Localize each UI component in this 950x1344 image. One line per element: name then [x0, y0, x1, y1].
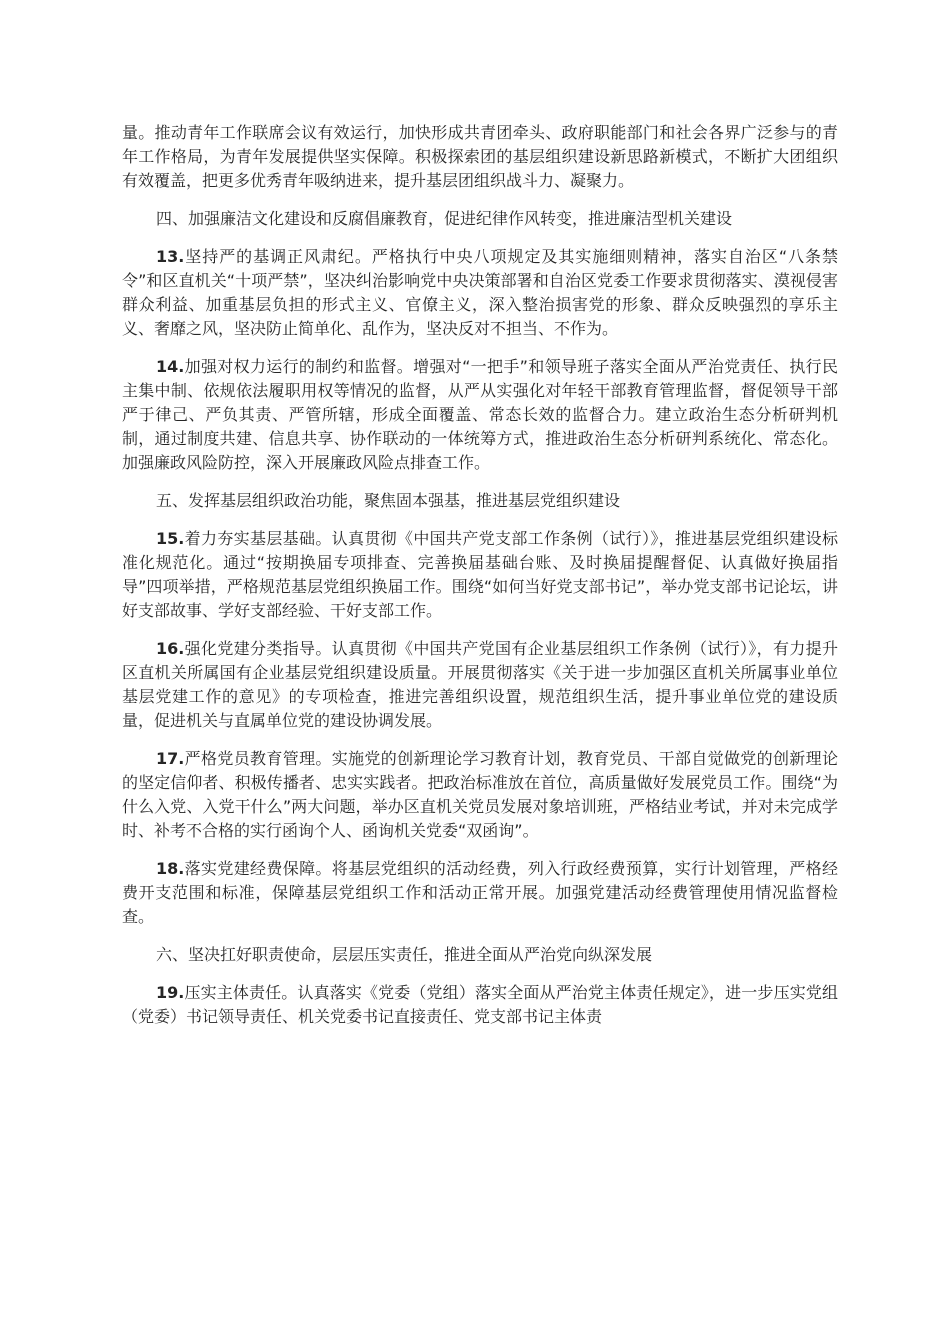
- section-heading-6: [122, 943, 838, 967]
- heading-text: 六、坚决扛好职责使命，层层压实责任，推进全面从严治党向纵深发展: [156, 945, 653, 964]
- item-text: 着力夯实基层基础。认真贯彻《中国共产党支部工作条例（试行）》，推进基层党组织建设标准化规范化。通过“按期换届专项排查、完善换届基础台账、及时换届提醒督促、认真做好换届指导”四项举措，严格规范基层党组织换届工作。围绕“如何当好党支部书记”，举办党支部书记论坛，讲好支部故事、学好支部经验、干好支部工作。: [122, 529, 838, 620]
- item-number: 19.: [156, 983, 185, 1002]
- item-number: 16.: [156, 639, 185, 658]
- item-number: 15.: [156, 529, 185, 548]
- paragraph-text: 量。推动青年工作联席会议有效运行，加快形成共青团牵头、政府职能部门和社会各界广泛参与的青年工作格局，为青年发展提供坚实保障。积极探索团的基层组织建设新思路新模式，不断扩大团组织有效覆盖，把更多优秀青年吸纳进来，提升基层团组织战斗力、凝聚力。: [122, 123, 838, 190]
- section-heading-4: [122, 207, 838, 231]
- item-number: 17.: [156, 749, 185, 768]
- item-text: 压实主体责任。认真落实《党委（党组）落实全面从严治党主体责任规定》，进一步压实党组（党委）书记领导责任、机关党委书记直接责任、党支部书记主体责: [122, 983, 838, 1026]
- item-13: [122, 245, 838, 341]
- item-number: 18.: [156, 859, 185, 878]
- item-number: 13.: [156, 247, 185, 266]
- item-14: [122, 355, 838, 475]
- item-text: 落实党建经费保障。将基层党组织的活动经费，列入行政经费预算，实行计划管理，严格经费开支范围和标准，保障基层党组织工作和活动正常开展。加强党建活动经费管理使用情况监督检查。: [122, 859, 838, 926]
- item-19: [122, 981, 838, 1029]
- item-number: 14.: [156, 357, 185, 376]
- item-text: 严格党员教育管理。实施党的创新理论学习教育计划，教育党员、干部自觉做党的创新理论的坚定信仰者、积极传播者、忠实实践者。把政治标准放在首位，高质量做好发展党员工作。围绕“为什么入党、入党干什么”两大问题，举办区直机关党员发展对象培训班，严格结业考试，并对未完成学时、补考不合格的实行函询个人、函询机关党委“双函询”。: [122, 749, 838, 840]
- paragraph-continuation: [122, 121, 838, 193]
- section-heading-5: [122, 489, 838, 513]
- item-text: 强化党建分类指导。认真贯彻《中国共产党国有企业基层组织工作条例（试行）》，有力提升区直机关所属国有企业基层党组织建设质量。开展贯彻落实《关于进一步加强区直机关所属事业单位基层党建工作的意见》的专项检查，推进完善组织设置，规范组织生活，提升事业单位党的建设质量，促进机关与直属单位党的建设协调发展。: [122, 639, 838, 730]
- item-16: [122, 637, 838, 733]
- heading-text: 四、加强廉洁文化建设和反腐倡廉教育，促进纪律作风转变，推进廉洁型机关建设: [156, 209, 733, 228]
- document-page: [122, 121, 838, 1043]
- item-18: [122, 857, 838, 929]
- heading-text: 五、发挥基层组织政治功能，聚焦固本强基，推进基层党组织建设: [156, 491, 621, 510]
- item-15: [122, 527, 838, 623]
- item-text: 加强对权力运行的制约和监督。增强对“一把手”和领导班子落实全面从严治党责任、执行民主集中制、依规依法履职用权等情况的监督，从严从实强化对年轻干部教育管理监督，督促领导干部严于律己、严负其责、严管所辖，形成全面覆盖、常态长效的监督合力。建立政治生态分析研判机制，通过制度共建、信息共享、协作联动的一体统筹方式，推进政治生态分析研判系统化、常态化。加强廉政风险防控，深入开展廉政风险点排查工作。: [122, 357, 838, 472]
- item-17: [122, 747, 838, 843]
- item-text: 坚持严的基调正风肃纪。严格执行中央八项规定及其实施细则精神，落实自治区“八条禁令”和区直机关“十项严禁”，坚决纠治影响党中央决策部署和自治区党委工作要求贯彻落实、漠视侵害群众利益、加重基层负担的形式主义、官僚主义，深入整治损害党的形象、群众反映强烈的享乐主义、奢靡之风，坚决防止简单化、乱作为，坚决反对不担当、不作为。: [122, 247, 838, 338]
